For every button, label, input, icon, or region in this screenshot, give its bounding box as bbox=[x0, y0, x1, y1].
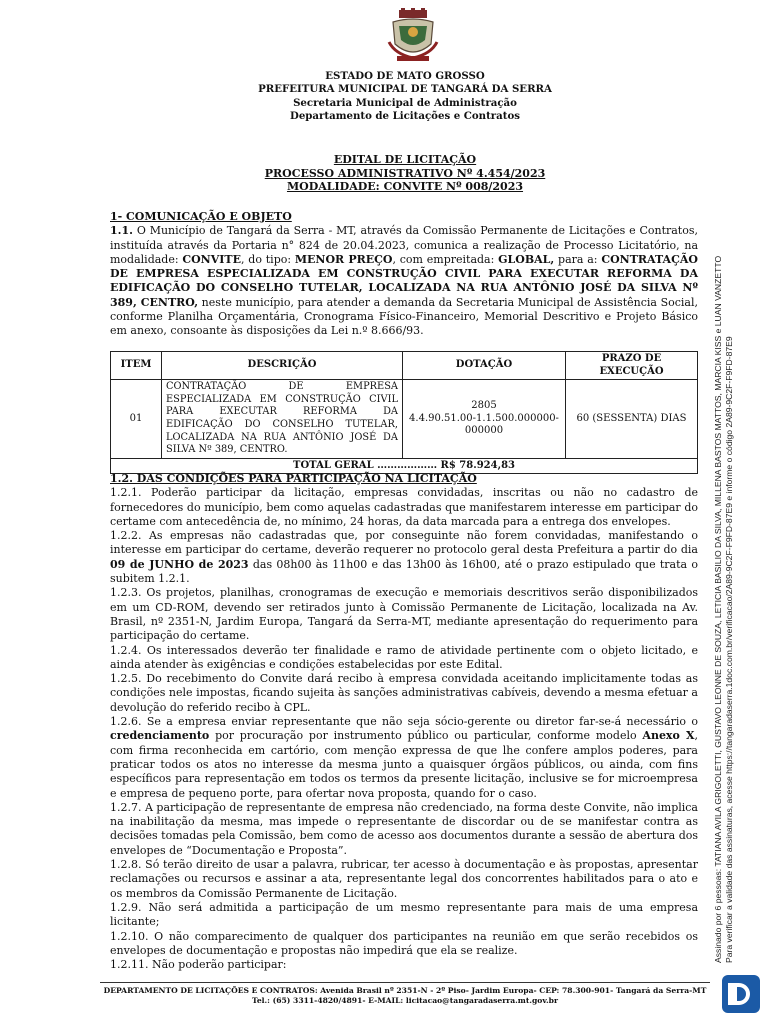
column-header-allocation: DOTAÇÃO bbox=[403, 352, 566, 380]
paragraph-1-1 bbox=[110, 224, 698, 338]
text-run-bold: Anexo X bbox=[642, 729, 695, 743]
text-run: das 08h00 às 11h00 e das 13h00 às 16h00, até o prazo estipulado que trata o subitem 1.2.1. bbox=[110, 557, 698, 586]
paragraph-1-2-6 bbox=[110, 715, 698, 801]
text-run: 1.2.2. As empresas não cadastradas que, por conseguinte não forem convidadas, manifestando o interesse em participar do certame, deverão requerer no protocolo geral desta Prefeitura a partir do dia bbox=[110, 529, 698, 557]
signers-list: Assinado por 6 pessoas: TATIANA AVILA GRIGOLETTI, GUSTAVO LEONNE DE SOUZA, LETICIA BASILIO DA SILVA, MILLENA BASTOS MATTOS, MARCIA KISS e LUAN VANZETTO bbox=[713, 255, 723, 963]
text-run-bold: GLOBAL, bbox=[498, 252, 555, 266]
text-run-bold: credenciamento bbox=[110, 729, 210, 743]
text-run: , com empreitada: bbox=[392, 252, 495, 266]
text-run-bold: CONTRATAÇÃO DE EMPRESA ESPECIALIZADA EM CONSTRUÇÃO CIVIL PARA EXECUTAR REFORMA DA EDIFICAÇÃO DO CONSELHO TUTELAR, LOCALIZADA NA RUA ANTÔNIO JOSÉ DA SILVA Nº 389, CENTRO, bbox=[110, 252, 698, 309]
text-run-bold: 09 de JUNHO de 2023 bbox=[110, 557, 249, 571]
paragraph-1-2-5: 1.2.5. Do recebimento do Convite dará recibo à empresa convidada aceitando implicitamente todas as condições nele impostas, ficando sujeita às sanções administrativas cabíveis, devendo a mesma efetuar a devolução do referido recibo à CPL. bbox=[110, 672, 698, 714]
text-run-bold: CONVITE bbox=[182, 252, 241, 266]
paragraph-1-2-1: 1.2.1. Poderão participar da licitação, empresas convidadas, inscritas ou não no cadastro de fornecedores do município, bem como aquelas cadastradas que manifestarem interesse em participar do certame com antecedência de, no mínimo, 24 horas, da data marcada para a entrega dos envelopes. bbox=[110, 486, 698, 528]
cell-item: 01 bbox=[111, 380, 162, 459]
municipality-name: PREFEITURA MUNICIPAL DE TANGARÁ DA SERRA bbox=[258, 83, 552, 96]
secretariat-name: Secretaria Municipal de Administração bbox=[293, 96, 517, 109]
items-table bbox=[110, 351, 698, 474]
text-run: neste município, para atender a demanda da Secretaria Municipal de Assistência Social, conforme Planilha Orçamentária, Cronograma Físico-Financeiro, Memorial Descritivo e Projeto Básico em anexo, consoante às disposições da Lei n.º 8.666/93. bbox=[110, 295, 698, 338]
section-1-2 bbox=[110, 472, 698, 972]
title-line-1: EDITAL DE LICITAÇÃO bbox=[333, 153, 477, 166]
paragraph-1-2-4: 1.2.4. Os interessados deverão ter finalidade e ramo de atividade pertinente com o objeto licitado, e ainda atender às exigências e condições estabelecidas por este Edital. bbox=[110, 643, 698, 671]
page-footer bbox=[100, 982, 710, 1006]
paragraph-1-2-8: 1.2.8. Só terão direito de usar a palavra, rubricar, ter acesso à documentação e às propostas, apresentar reclamações ou recursos e assinar a ata, representante legal dos concorrentes habilitados para o ato e os membros da Comissão Permanente de Licitação. bbox=[110, 858, 698, 900]
paragraph-number: 1.1. bbox=[110, 224, 133, 238]
department-name: Departamento de Licitações e Contratos bbox=[289, 109, 520, 122]
letterhead bbox=[100, 70, 710, 123]
verification-link[interactable]: Para verificar a validade das assinaturas, acesse https://tangaradaserra.1doc.com.br/verificacao/2A89-9C2F-F9FD-87E9 e informe o código 2A89-9C2F-F9FD-87E9 bbox=[724, 336, 734, 963]
cell-description: CONTRATAÇÃO DE EMPRESA ESPECIALIZADA EM CONSTRUÇÃO CIVIL PARA EXECUTAR REFORMA DA EDIFICAÇÃO DO CONSELHO TUTELAR, LOCALIZADA NA RUA ANTÔNIO JOSÉ DA SILVA Nº 389, CENTRO. bbox=[162, 380, 403, 459]
document-title bbox=[100, 153, 710, 194]
allocation-code: 2805 bbox=[471, 400, 497, 412]
cell-deadline: 60 (SESSENTA) DIAS bbox=[566, 380, 698, 459]
title-line-3: MODALIDADE: CONVITE Nº 008/2023 bbox=[286, 180, 524, 193]
paragraph-1-2-10: 1.2.10. O não comparecimento de qualquer dos participantes na reunião em que serão recebidos os envelopes de documentação e propostas não impedirá que ela se realize. bbox=[110, 929, 698, 957]
column-header-deadline: PRAZO DE EXECUÇÃO bbox=[566, 352, 698, 380]
signature-verification-strip bbox=[713, 256, 735, 963]
text-run: 1.2.6. Se a empresa enviar representante que não seja sócio-gerente ou diretor far-se-á necessário o bbox=[110, 715, 698, 729]
allocation-account: 4.4.90.51.00-1.1.500.000000-000000 bbox=[409, 412, 559, 437]
footer-contact: Tel.: (65) 3311-4820/4891- E-MAIL: licitacao@tangaradaserra.mt.gov.br bbox=[252, 996, 558, 1005]
text-run: , do tipo: bbox=[241, 252, 292, 266]
section-1-heading: 1- COMUNICAÇÃO E OBJETO bbox=[110, 210, 292, 223]
table-row bbox=[111, 380, 698, 459]
text-run-bold: MENOR PREÇO bbox=[294, 252, 393, 266]
paragraph-1-2-7: 1.2.7. A participação de representante de empresa não credenciado, na forma deste Convite, não implica na inabilitação da mesma, mas impede o representante de discordar ou de se manifestar contra as decisões tomadas pela Comissão, bem como de acesso aos documentos durante a sessão de abertura dos envelopes de “Documentação e Proposta”. bbox=[110, 800, 698, 857]
section-1-2-heading: 1.2. DAS CONDIÇÕES PARA PARTICIPAÇÃO NA LICITAÇÃO bbox=[110, 472, 477, 485]
title-line-2: PROCESSO ADMINISTRATIVO Nº 4.454/2023 bbox=[264, 166, 546, 180]
column-header-item: ITEM bbox=[111, 352, 162, 380]
municipal-seal-icon bbox=[387, 8, 439, 64]
text-run: por procuração por instrumento público ou particular, conforme modelo bbox=[215, 729, 637, 743]
paragraph-1-2-2 bbox=[110, 529, 698, 586]
text-run: O Município de Tangará da Serra - MT, através da Comissão Permanente de Licitações e Contratos, instituída através da Portaria n° 824 de 20.04.2023, comunica a realização de Processo Licitatório, na modalidade: bbox=[110, 224, 698, 266]
1doc-logo-icon bbox=[722, 975, 760, 1013]
state-name: ESTADO DE MATO GROSSO bbox=[325, 70, 485, 82]
column-header-description: DESCRIÇÃO bbox=[162, 352, 403, 380]
paragraph-1-2-11: 1.2.11. Não poderão participar: bbox=[110, 958, 287, 972]
table-header-row bbox=[111, 352, 698, 380]
total-amount: TOTAL GERAL ……………… R$ 78.924,83 bbox=[111, 458, 698, 474]
cell-allocation bbox=[403, 380, 566, 459]
paragraph-1-2-3: 1.2.3. Os projetos, planilhas, cronogramas de execução e memoriais descritivos serão disponibilizados em um CD-ROM, devendo ser retirados junto à Comissão Permanente de Licitação, localizada na Av. Brasil, nº 2351-N, Jardim Europa, Tangará da Serra-MT, mediante apresentação do requerimento para participação do certame. bbox=[110, 586, 698, 643]
paragraph-1-2-9: 1.2.9. Não será admitida a participação de um mesmo representante para mais de uma empresa licitante; bbox=[110, 900, 698, 929]
section-1 bbox=[110, 210, 698, 339]
text-run: para a: bbox=[558, 252, 598, 266]
text-run: , com firma reconhecida em cartório, com menção expressa de que lhe confere amplos poderes, para praticar todos os atos no interesse da mesma junto a quaisquer órgãos públicos, ou ainda, com fins específicos para representação em todos os termos da presente licitação, inclusive se for microempresa e empresa de pequeno porte, para ofertar nova proposta, quando for o caso. bbox=[110, 729, 699, 800]
footer-address: DEPARTAMENTO DE LICITAÇÕES E CONTRATOS: Avenida Brasil nº 2351-N - 2º Piso- Jardim Europa- CEP: 78.300-901- Tangará da Serra-MT bbox=[103, 986, 707, 995]
